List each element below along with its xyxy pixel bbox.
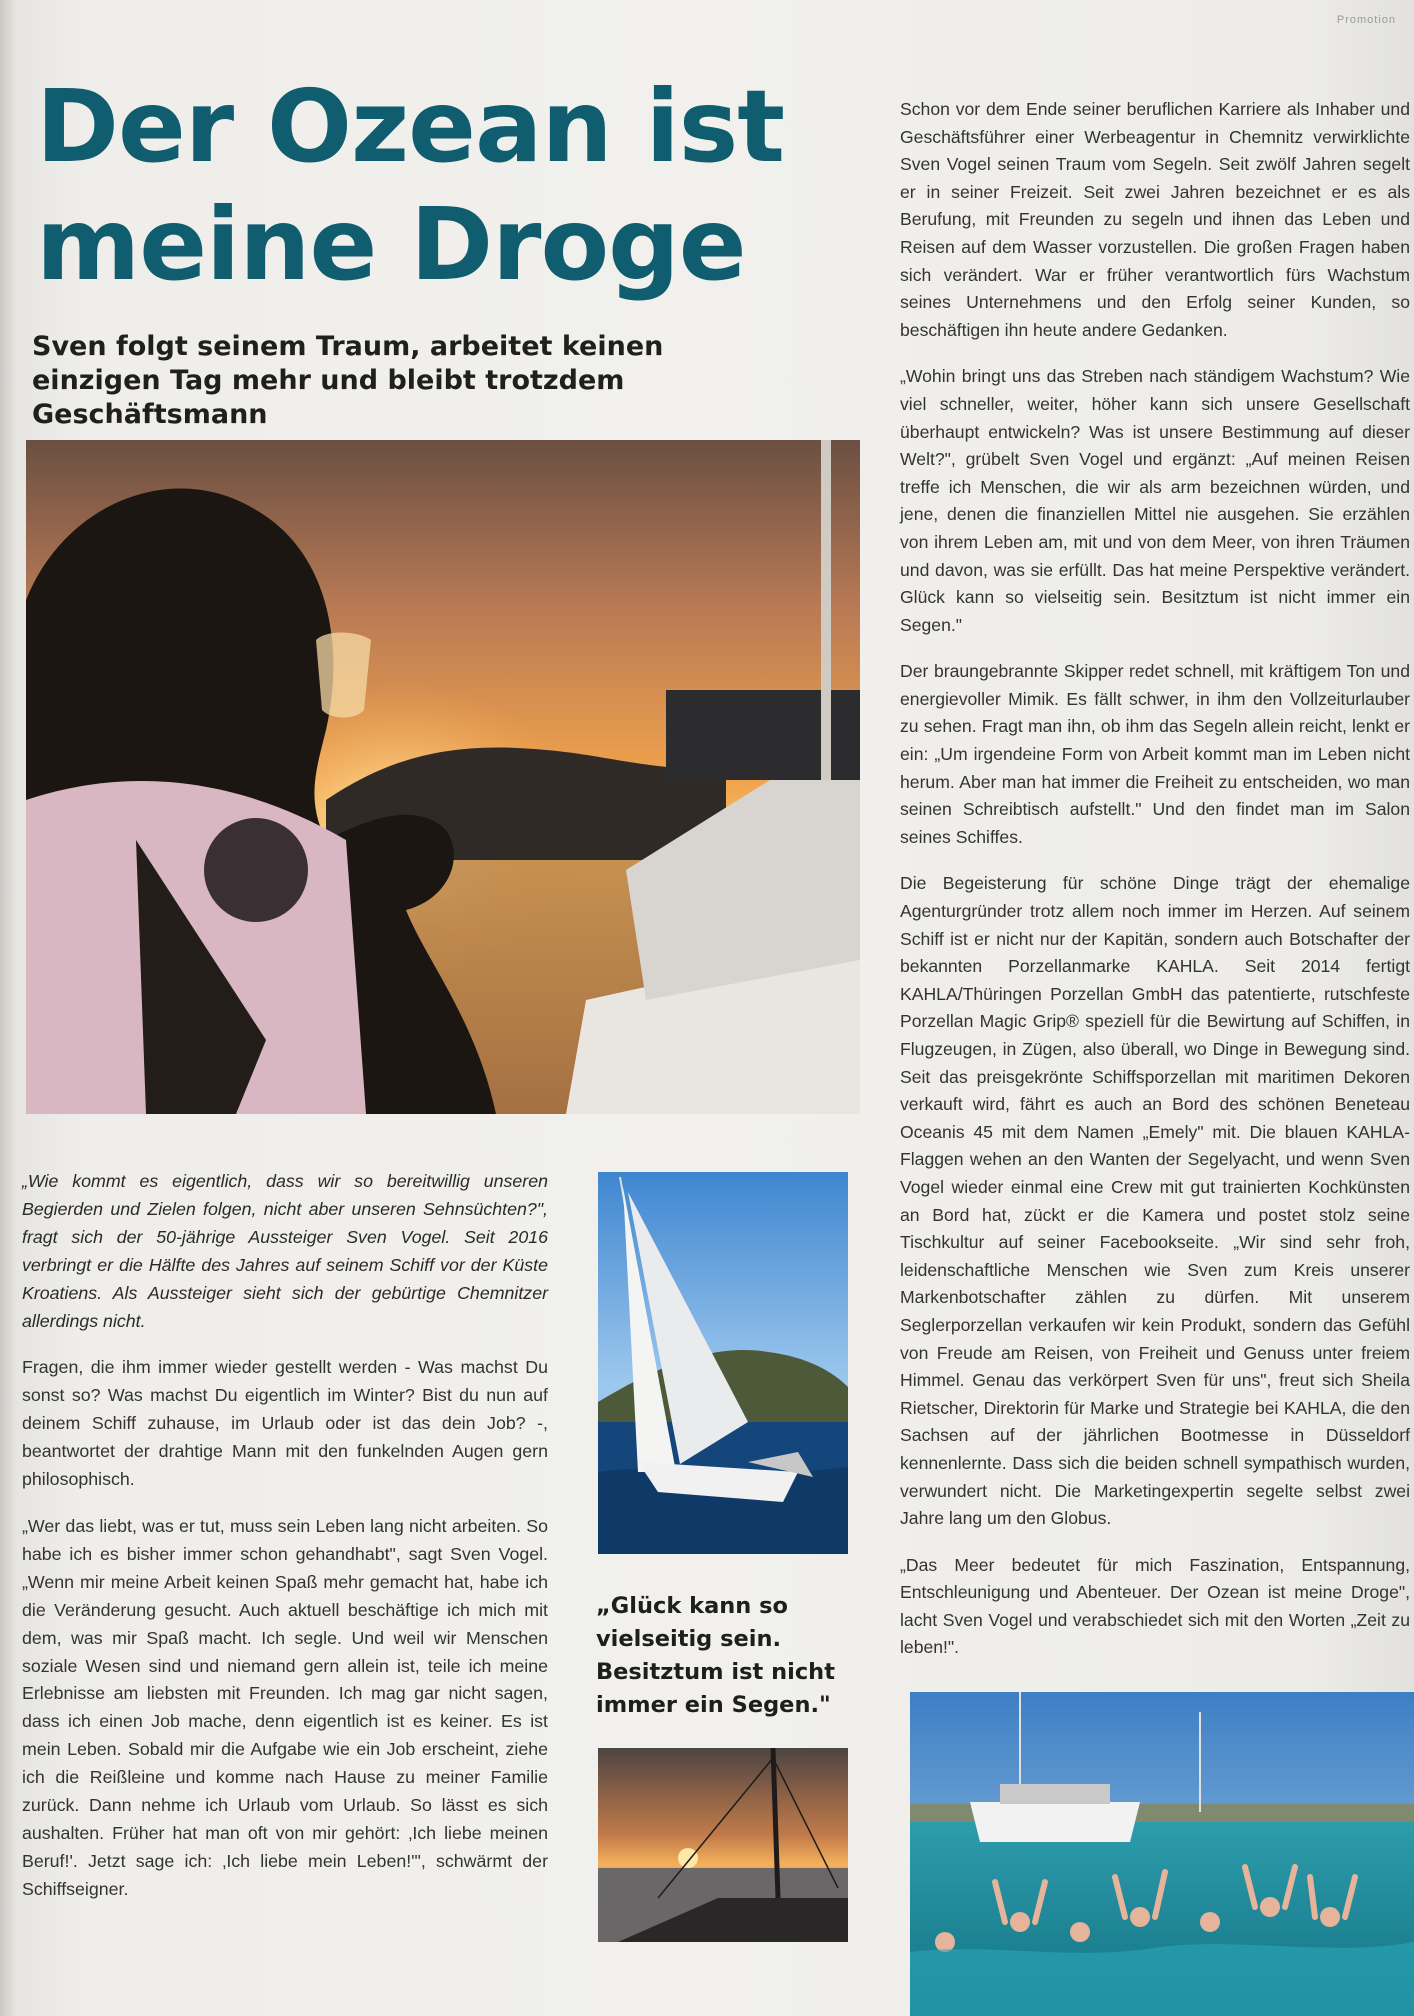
paragraph: Fragen, die ihm immer wieder gestellt werden - Was machst Du sonst so? Was machst Du eigentlich im Winter? Bist du nun auf deinem Schiff zuhause, im Urlaub oder ist das dein Job? -, beantwortet der drahtige Mann mit den funkelnden Augen gern philosophisch. xyxy=(22,1357,548,1490)
article-headline: Der Ozean ist meine Droge xyxy=(36,68,785,303)
paragraph: „Wie kommt es eigentlich, dass wir so bereitwillig unseren Begierden und Zielen folgen, nicht aber unseren Sehnsüchten?", fragt sich der 50-jährige Aussteiger Sven Vogel. Seit 2016 verbringt er die Hälfte des Jahres auf seinem Schiff vor der Küste Kroatiens. Als Aussteiger sieht sich der gebürtige Chemnitzer allerdings nicht. xyxy=(22,1171,548,1331)
paragraph: „Das Meer bedeutet für mich Faszination, Entspannung, Entschleunigung und Abenteuer. Der Ozean ist meine Droge", lacht Sven Vogel und verabschiedet sich mit den Worten „Zeit zu leben!". xyxy=(900,1554,1410,1658)
pull-quote: „Glück kann so vielseitig sein. Besitztum ist nicht immer ein Segen." xyxy=(596,1593,835,1718)
paragraph: „Wohin bringt uns das Streben nach ständigem Wachstum? Wie viel schneller, weiter, höher kann sich unsere Gesellschaft überhaupt entwickeln? Was ist unsere Bestimmung auf dieser Welt?", grübelt Sven Vogel und ergänzt: „Auf meinen Reisen treffe ich Menschen, die wir als arm bezeichnen würden, und jene, denen die finanziellen Mittel nie ausgehen. Sie erzählen von ihrem Leben am, mit und von dem Meer, von ihren Träumen und davon, was sie erfüllt. Das hat meine Perspektive verändert. Glück kann so vielseitig sein. Besitztum ist nicht immer ein Segen." xyxy=(900,366,1410,635)
swimmers-photo-frame xyxy=(910,1692,1414,2016)
boat-sunset-photo xyxy=(598,1748,848,1942)
paragraph: „Wer das liebt, was er tut, muss sein Leben lang nicht arbeiten. So habe ich es bisher immer schon gehandhabt", sagt Sven Vogel. „Wenn mir meine Arbeit keinen Spaß mehr gemacht hat, habe ich die Veränderung gesucht. Auch aktuell beschäftige ich mich mit dem, was mir Spaß macht. Ich segle. Und weil wir Menschen soziale Wesen sind und niemand gern allein ist, teile ich meine Erlebnisse am liebsten mit Freunden. Ich mag gar nicht sagen, dass ich einen Job mache, denn eigentlich ist es keiner. Es ist mein Leben. Sobald mir die Aufgabe wie ein Job erscheint, ziehe ich die Reißleine und komme nach Hause zu meiner Familie zurück. Dann nehme ich Urlaub vom Urlaub. So lässt es sich aushalten. Früher hat man oft von mir gehört: ‚Ich liebe meinen Beruf!'. Jetzt sage ich: ‚Ich liebe mein Leben!'", schwärmt der Schiffseigner. xyxy=(22,1515,548,1899)
paragraph: Die Begeisterung für schöne Dinge trägt der ehemalige Agenturgründer trotz allem noch immer im Herzen. Auf seinem Schiff ist er nicht nur der Kapitän, sondern auch Botschafter der bekannten Porzellanmarke KAHLA. Seit 2014 fertigt KAHLA/Thüringen Porzellan GmbH das patentierte, rutschfeste Porzellan Magic Grip® speziell für die Bewirtung auf Schiffen, in Flugzeugen, in Zügen, also überall, wo Dinge in Bewegung sind. Seit das preisgekrönte Schiffsporzellan mit maritimen Dekoren verkauft wird, fährt es auch an Bord des schönen Beneteau Oceanis 45 mit dem Namen „Emely" mit. Die blauen KAHLA-Flaggen wehen an den Wanten der Segelyacht, und wenn Sven Vogel wieder einmal eine Crew mit gut trainierten Kochkünsten an Bord hat, zückt er die Kamera und postet stolz seine Tischkultur auf seiner Facebookseite. „Wir sind sehr froh, leidenschaftliche Menschen wie Sven zum Kreis unserer Markenbotschafter zählen zu dürfen. Mit unserem Seglerporzellan verkaufen wir kein Produkt, sondern das Gefühl von Freude am Reisen, von Freiheit und Genuss unter freiem Himmel. Genau das verkörpert Sven für uns", freut sich Sheila Rietscher, Direktorin für Marke und Strategie bei KAHLA, die den Sachsen auf der jährlichen Bootmesse in Düsseldorf kennenlernte. Dass sich die beiden schnell sympathisch wurden, verwundert nicht. Die Marketingexpertin segelte selbst zwei Jahre lang um den Globus. xyxy=(900,873,1410,1529)
page-fold-shadow xyxy=(0,0,16,2016)
sunset-wine-photo xyxy=(26,440,860,1114)
left-column xyxy=(22,1168,548,1923)
paragraph: Schon vor dem Ende seiner beruflichen Karriere als Inhaber und Geschäftsführer einer Werbeagentur in Chemnitz verwirklichte Sven Vogel seinen Traum vom Segeln. Seit zwölf Jahren segelt er in seiner Freizeit. Seit zwei Jahren bezeichnet er es als Berufung, mit Freunden zu segeln und ihnen das Leben und Reisen auf dem Wasser vorzustellen. Die großen Fragen haben sich verändert. War er früher verantwortlich fürs Wachstum seines Unternehmens und den Erfolg seiner Kunden, so beschäftigen ihn heute andere Gedanken. xyxy=(900,99,1410,340)
swimmers-photo xyxy=(910,1692,1414,2016)
sailboat-photo-frame xyxy=(598,1172,848,1554)
hero-photo xyxy=(26,440,860,1114)
sailboat-photo xyxy=(598,1172,848,1554)
right-column xyxy=(900,96,1410,1681)
paragraph: Der braungebrannte Skipper redet schnell, mit kräftigem Ton und energievoller Mimik. Es fällt schwer, in ihm den Vollzeiturlauber zu sehen. Fragt man ihn, ob ihm das Segeln allein reicht, lenkt er ein: „Um irgendeine Form von Arbeit kommt man im Leben nicht herum. Aber man hat immer die Freiheit zu entscheiden, wo man seinen Schreibtisch aufstellt." Und den findet man im Salon seines Schiffes. xyxy=(900,661,1410,847)
boat-sunset-photo-frame xyxy=(598,1748,848,1942)
article-subheadline: Sven folgt seinem Traum, arbeitet keinen einzigen Tag mehr und bleibt trotzdem Geschäftsmann xyxy=(32,331,664,430)
promotion-label: Promotion xyxy=(1336,14,1396,26)
